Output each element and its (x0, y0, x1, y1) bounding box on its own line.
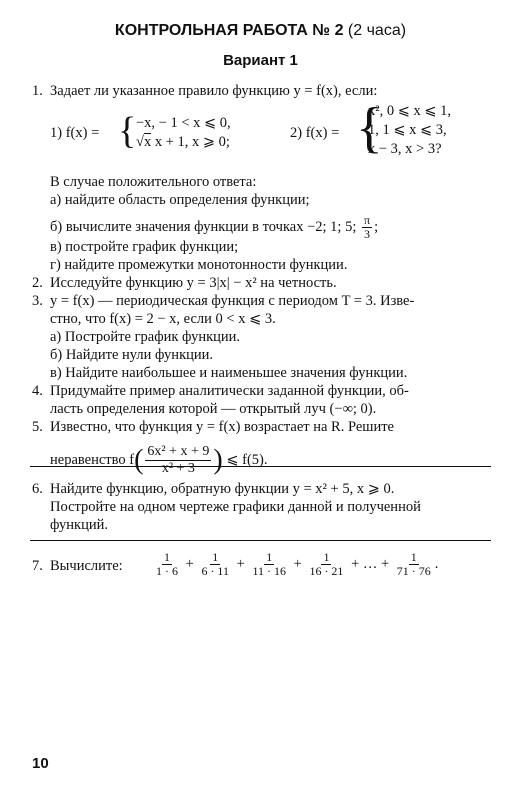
problem-1-case: В случае положительного ответа: (50, 174, 257, 190)
problem-1-b: б) вычислите значения функции в точках −2; 1; 5; $\frac{\pi}{3}$ ; (50, 213, 379, 241)
f2-label: 2) f(x) = (290, 125, 340, 141)
pi-over-3: $\frac{\pi}{3}$ (364, 213, 371, 241)
sum-expression: $\frac{1}{1 \cdot 6}$ + $\frac{1}{6 \cdot 11}$ + $\frac{1}{11 \cdot 16}$ + $\frac{1}{16 \cdot 21}$ + … + $\frac{1}{71 \cdot 76}$ . (156, 550, 439, 578)
problem-1-g: г) найдите промежутки монотонности функции. (50, 257, 348, 273)
term-2: $\frac{1}{6 \cdot 11}$ (201, 550, 229, 578)
problem-1-a: а) найдите область определения функции; (50, 192, 310, 208)
problem-3-a: а) Постройте график функции. (50, 329, 241, 345)
page-title (0, 22, 521, 40)
variant-heading: Вариант 1 (223, 52, 298, 69)
f1-label: 1) f(x) = (50, 125, 100, 141)
term-5: $\frac{1}{71 \cdot 76}$ (396, 550, 431, 578)
problem-7: 7. Вычислите: $\frac{1}{1 \cdot 6}$ + $\frac{1}{6 \cdot 11}$ + $\frac{1}{11 \cdot 16}$ + $\frac{1}{16 \cdot 21}$ + … + $\frac{1}{71 \cdot 76}$ . (32, 550, 439, 578)
f2-system: x², 0 ⩽ x ⩽ 1, 1, 1 ⩽ x ⩽ 3, x − 3, x > 3? (368, 103, 452, 157)
problem-6: 6. Найдите функцию, обратную функции y = x² + 5, x ⩾ 0. (32, 481, 395, 497)
problem-5-inequality: неравенство f( $\frac{\text{6x² + x + 9}}{\text{x² + 3}}$ ) ⩽ f(5). (50, 444, 268, 476)
problem-2: 2. Исследуйте функцию y = 3|x| − x² на четность. (32, 275, 337, 291)
term-3: $\frac{1}{11 \cdot 16}$ (252, 550, 286, 578)
problem-4: 4. Придумайте пример аналитически заданной функции, об- (32, 383, 409, 399)
term-4: $\frac{1}{16 \cdot 21}$ (309, 550, 344, 578)
problem-1-v: в) постройте график функции; (50, 239, 239, 255)
problem-1-functions: 1) f(x) = { −x, − 1 < x ⩽ 0, √x x + 1, x ⩾ 0; 2) f(x) = { x², 0 ⩽ x ⩽ 1, 1, 1 ⩽ x ⩽ 3, x − 3, x > 3? (50, 97, 452, 159)
divider-2 (30, 540, 491, 541)
problem-5: 5. Известно, что функция y = f(x) возрастает на R. Решите (32, 419, 394, 435)
inequality-fraction: $\frac{\text{6x² + x + 9}}{\text{x² + 3}}$ (147, 444, 210, 476)
problem-3-v: в) Найдите наибольшее и наименьшее значения функции. (50, 365, 408, 381)
page: КОНТРОЛЬНАЯ РАБОТА № 2 (2 часа) Вариант 1 1. Задает ли указанное правило функцию y = f(x), если: 1) f(x) = { −x, − 1 < x ⩽ 0, √x x + 1, x ⩾ 0; 2) f(x) = { x², 0 ⩽ x ⩽ 1, 1, 1 ⩽ x ⩽ 3, x − 3, x > 3? В случае положительного ответа: а) найдите область определения функции; б) вычислите значения функции в точках −2; 1; 5; $\frac{\pi}{3}$ ; в) постройте график функции; г) найдите промежутки монотонности функции. 2. Исследуйте функцию y = 3|x| − x² на четность. 3. y = f(x) — периодическая функция с периодом T = 3. Изве- стно, что f(x) = 2 − x, если 0 < x ⩽ 3. а) Постройте график функции. б) Найдите нули функции. в) Найдите наибольшее и наименьшее значения функции. 4. Придумайте пример аналитически заданной функции, об- ласть определения которой — открытый луч (−∞; 0). 5. Известно, что функция y = f(x) возрастает на R. Решите неравенство f( $\frac{\text{6x² + x + 9}}{\text{x² + 3}}$ ) ⩽ f(5). 6. Найдите функцию, обратную функции y = x² + 5, x ⩾ 0. Постройте на одном чертеже графики данной и полученной функций. 7. Вычислите: $\frac{1}{1 \cdot 6}$ + $\frac{1}{6 \cdot 11}$ + $\frac{1}{11 \cdot 16}$ + $\frac{1}{16 \cdot 21}$ + … + $\frac{1}{71 \cdot 76}$ . 10 (0, 0, 521, 800)
term-1: $\frac{1}{1 \cdot 6}$ (156, 550, 178, 578)
problem-3: 3. y = f(x) — периодическая функция с периодом T = 3. Изве- (32, 293, 415, 309)
problem-3-b: б) Найдите нули функции. (50, 347, 214, 363)
f1-system: −x, − 1 < x ⩽ 0, √x x + 1, x ⩾ 0; (136, 115, 231, 150)
divider-1 (30, 466, 491, 467)
page-number: 10 (32, 755, 49, 772)
title-bold: КОНТРОЛЬНАЯ РАБОТА № 2 (114, 22, 344, 39)
problem-1: 1. Задает ли указанное правило функцию y = f(x), если: (32, 83, 378, 99)
title-duration: (2 часа) (347, 22, 407, 39)
